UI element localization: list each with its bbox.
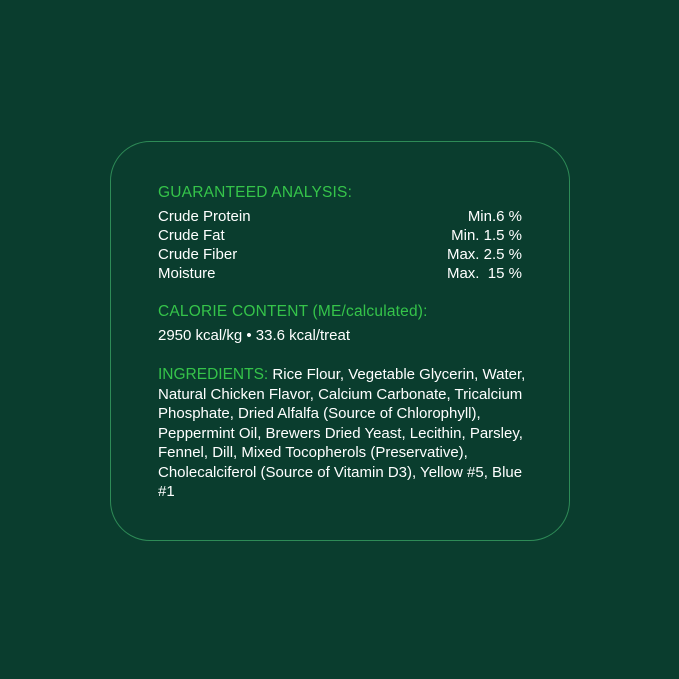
calorie-content-heading: CALORIE CONTENT (ME/calculated): <box>158 303 428 320</box>
nutrient-name: Crude Fat <box>158 227 225 244</box>
guaranteed-analysis-section <box>158 184 543 283</box>
nutrient-name: Crude Fiber <box>158 246 238 263</box>
table-row <box>158 207 522 226</box>
nutrient-value: Max. 2.5 % <box>446 246 522 263</box>
calorie-content-value: 2950 kcal/kg • 33.6 kcal/treat <box>158 327 351 344</box>
nutrient-name: Moisture <box>158 265 216 282</box>
label-content <box>158 184 543 502</box>
table-row <box>158 264 522 283</box>
nutrient-value: Min. 1.5 % <box>451 227 522 244</box>
ingredients-paragraph <box>158 365 526 502</box>
calorie-content-section <box>158 303 543 345</box>
section-divider <box>158 283 543 303</box>
nutrient-name: Crude Protein <box>158 208 251 225</box>
ingredients-text: Rice Flour, Vegetable Glycerin, Water, Natural Chicken Flavor, Calcium Carbonate, Tricalcium Phosphate, Dried Alfalfa (Source of Chlorophyll), Peppermint Oil, Brewers Dried Yeast, Lecithin, Parsley, Fennel, Dill, Mixed Tocopherols (Preservative), Cholecalciferol (Source of Vitamin D3), Yellow #5, Blue #1 <box>158 366 526 500</box>
guaranteed-analysis-table <box>158 207 522 283</box>
ingredients-section <box>158 365 543 502</box>
nutrient-value: Max. 15 % <box>446 265 522 282</box>
nutrition-label-panel <box>110 141 570 541</box>
table-row <box>158 245 522 264</box>
table-row <box>158 226 522 245</box>
guaranteed-analysis-heading: GUARANTEED ANALYSIS: <box>158 184 353 201</box>
nutrient-value: Min.6 % <box>467 208 522 225</box>
ingredients-heading: INGREDIENTS: <box>158 366 269 383</box>
section-divider <box>158 345 543 365</box>
